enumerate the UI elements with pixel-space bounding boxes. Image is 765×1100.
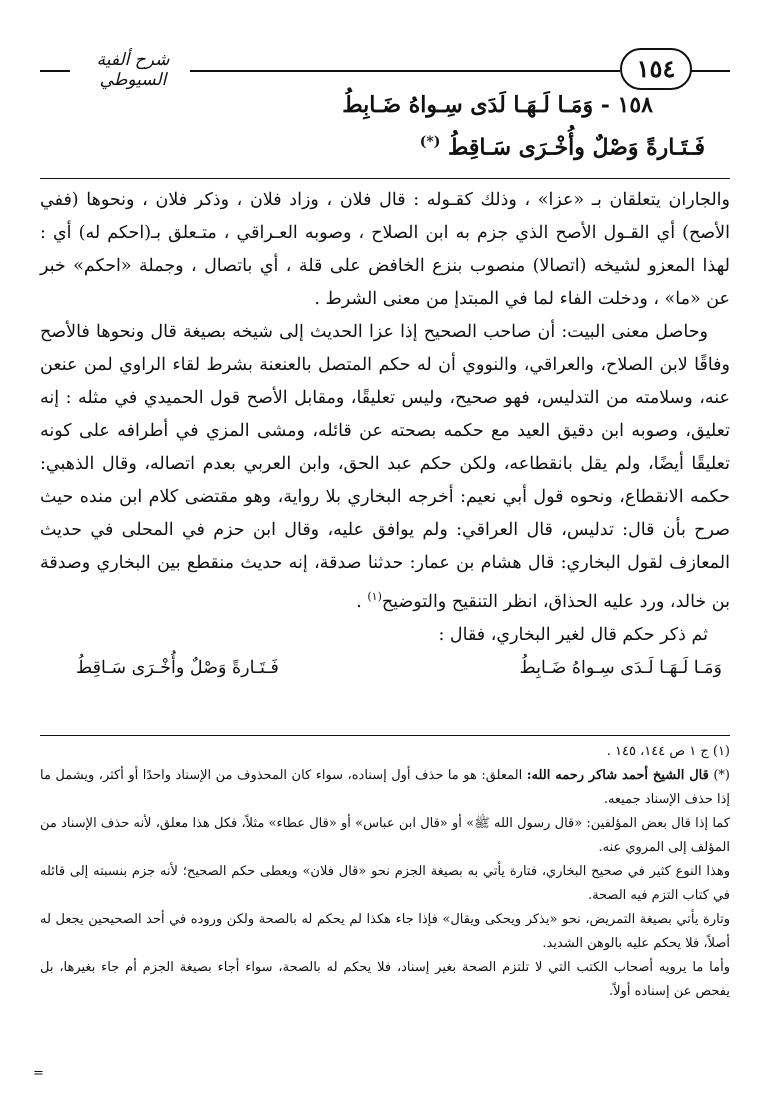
verse-line-2 [420,134,705,160]
footnote-4: وهذا النوع كثير في صحيح البخاري، فتارة يأتي به بصيغة الجزم نحو «قال فلان» ويعطى حكم الصحيح؛ لأنه جزم بنسبته إلى قائله في كتاب التزم فيه الصحة. [40,864,730,903]
footnotes [40,740,730,1004]
verse-quote-left: فَـتَـارةً وَصْلٌ وأُخْـرَى سَـاقِطُ [76,657,279,678]
footnote-2-marker: (*) [708,768,731,783]
footnote-3: كما إذا قال بعض المؤلفين: «قال رسول الله ﷺ» أو «قال ابن عباس» أو «قال عطاء» مثلاً، فكل هذا معلق، لأنه حذف الإسناد من المؤلف إلى المروي عنه. [40,816,730,855]
header-rule [690,70,730,72]
footnote-2-text: المعلق: هو ما حذف أول إسناده، سواء كان المحذوف من الإسناد واحدًا أو أكثر، ويشمل ما إذا حذف الإسناد جميعه. [40,768,730,807]
continuation-mark: = [33,1066,44,1081]
paragraph-2 [40,316,730,619]
footnote-marker: (*) [419,134,441,150]
verse-line-2-text: فَـتَـارةً وَصْلٌ وأُخْـرَى سَـاقِطُ [448,134,705,161]
page-number: ١٥٤ [620,48,692,90]
footnote-2 [40,764,730,812]
paragraph-2-text: وحاصل معنى البيت: أن صاحب الصحيح إذا عزا الحديث إلى شيخه بصيغة قال ونحوها فالأصح وفاقًا لابن الصلاح، والعراقي، والنووي أن له حكم المتصل بالعنعنة بشرط لقاء الراوي لمن عنعن عنه، وسلامته من التدليس، فهو صحيح، وليس تعليقًا، ومقابل الأصح قول الحميدي في مثله : إنه تعليق، وصوبه ابن دقيق العيد مع حكمه بصحته عن قائله، ومشى المزي في أطرافه على كونه تعليقًا أيضًا، ولم يقل بانقطاعه، ولكن حكم عبد الحق، وابن العربي بعدم اتصاله، وقال الذهبي: حكمه الانقطاع، ونحوه قول أبي نعيم: أخرجه البخاري بلا رواية، وهو مقتضى كلام ابن منده حيث صرح بأن قال: تدليس، قال العراقي: ولم يوافق عليه، وقال ابن حزم في المحلى في حديث المعازف لقول البخاري: قال هشام بن عمار: حدثنا صدقة، إنه حديث منقطع بين البخاري وصدقة بن خالد، ورد عليه الحذاق، انظر التنقيح والتوضيح [40,322,730,612]
footnote-5: وتارة يأتي بصيغة التمريض، نحو «يذكر ويحكى ويقال» فإذا جاء هكذا لم يحكم له بالصحة ولكن وروده في أحد الصحيحين يجعل له أصلاً، فلا يحكم عليه بالوهن الشديد. [40,912,730,951]
book-title: شرح ألفية السيوطي [96,50,170,90]
footnote-6: وأما ما يرويه أصحاب الكتب التي لا تلتزم الصحة بغير إسناد، فلا يحكم له بالصحة، سواء أجاء بصيغة الجزم أم جاء بغيرها، بل يفحص عن إسناده أولاً. [40,960,730,999]
verse-quote [40,652,730,685]
paragraph-3: ثم ذكر حكم قال لغير البخاري، فقال : [438,624,708,645]
verse-quote-right: وَمَـا لَـهَـا لَـدَى سِـواهُ ضَـابِطُ [519,657,722,678]
footnote-2-author: قال الشيخ أحمد شاكر رحمه الله: [526,768,709,783]
footnote-1: (١) ج ١ ص ١٤٤، ١٤٥ . [606,744,730,759]
commentary-body [40,184,730,685]
page-header [40,44,730,96]
paragraph-1: والجاران يتعلقان بـ «عزا» ، وذلك كقـوله : قال فلان ، وزاد فلان ، وذكر فلان ، ونحوها (ففي الأصح) أي القـول الأصح الذي جزم به ابن الصلاح ، وصوبه العـراقي ، متـعلق بـ(احكم له) أي : لهذا المعزو لشيخه (اتصالا) منصوب بنزع الخافض على قلة ، أي باتصال ، وجملة «احكم» خبر عن «ما» ، ودخلت الفاء لما في المبتدإ من معنى الشرط . [40,190,730,309]
verse-line-1: ١٥٨ - وَمَـا لَـهَـا لَدَى سِـواهُ ضَـابِطُ [342,92,653,118]
paragraph-2-end: . [356,591,368,612]
footnote-ref: (١) [367,590,382,603]
header-rule [40,70,70,72]
header-rule [190,70,620,72]
footnote-divider [40,735,730,736]
section-divider [40,178,730,179]
